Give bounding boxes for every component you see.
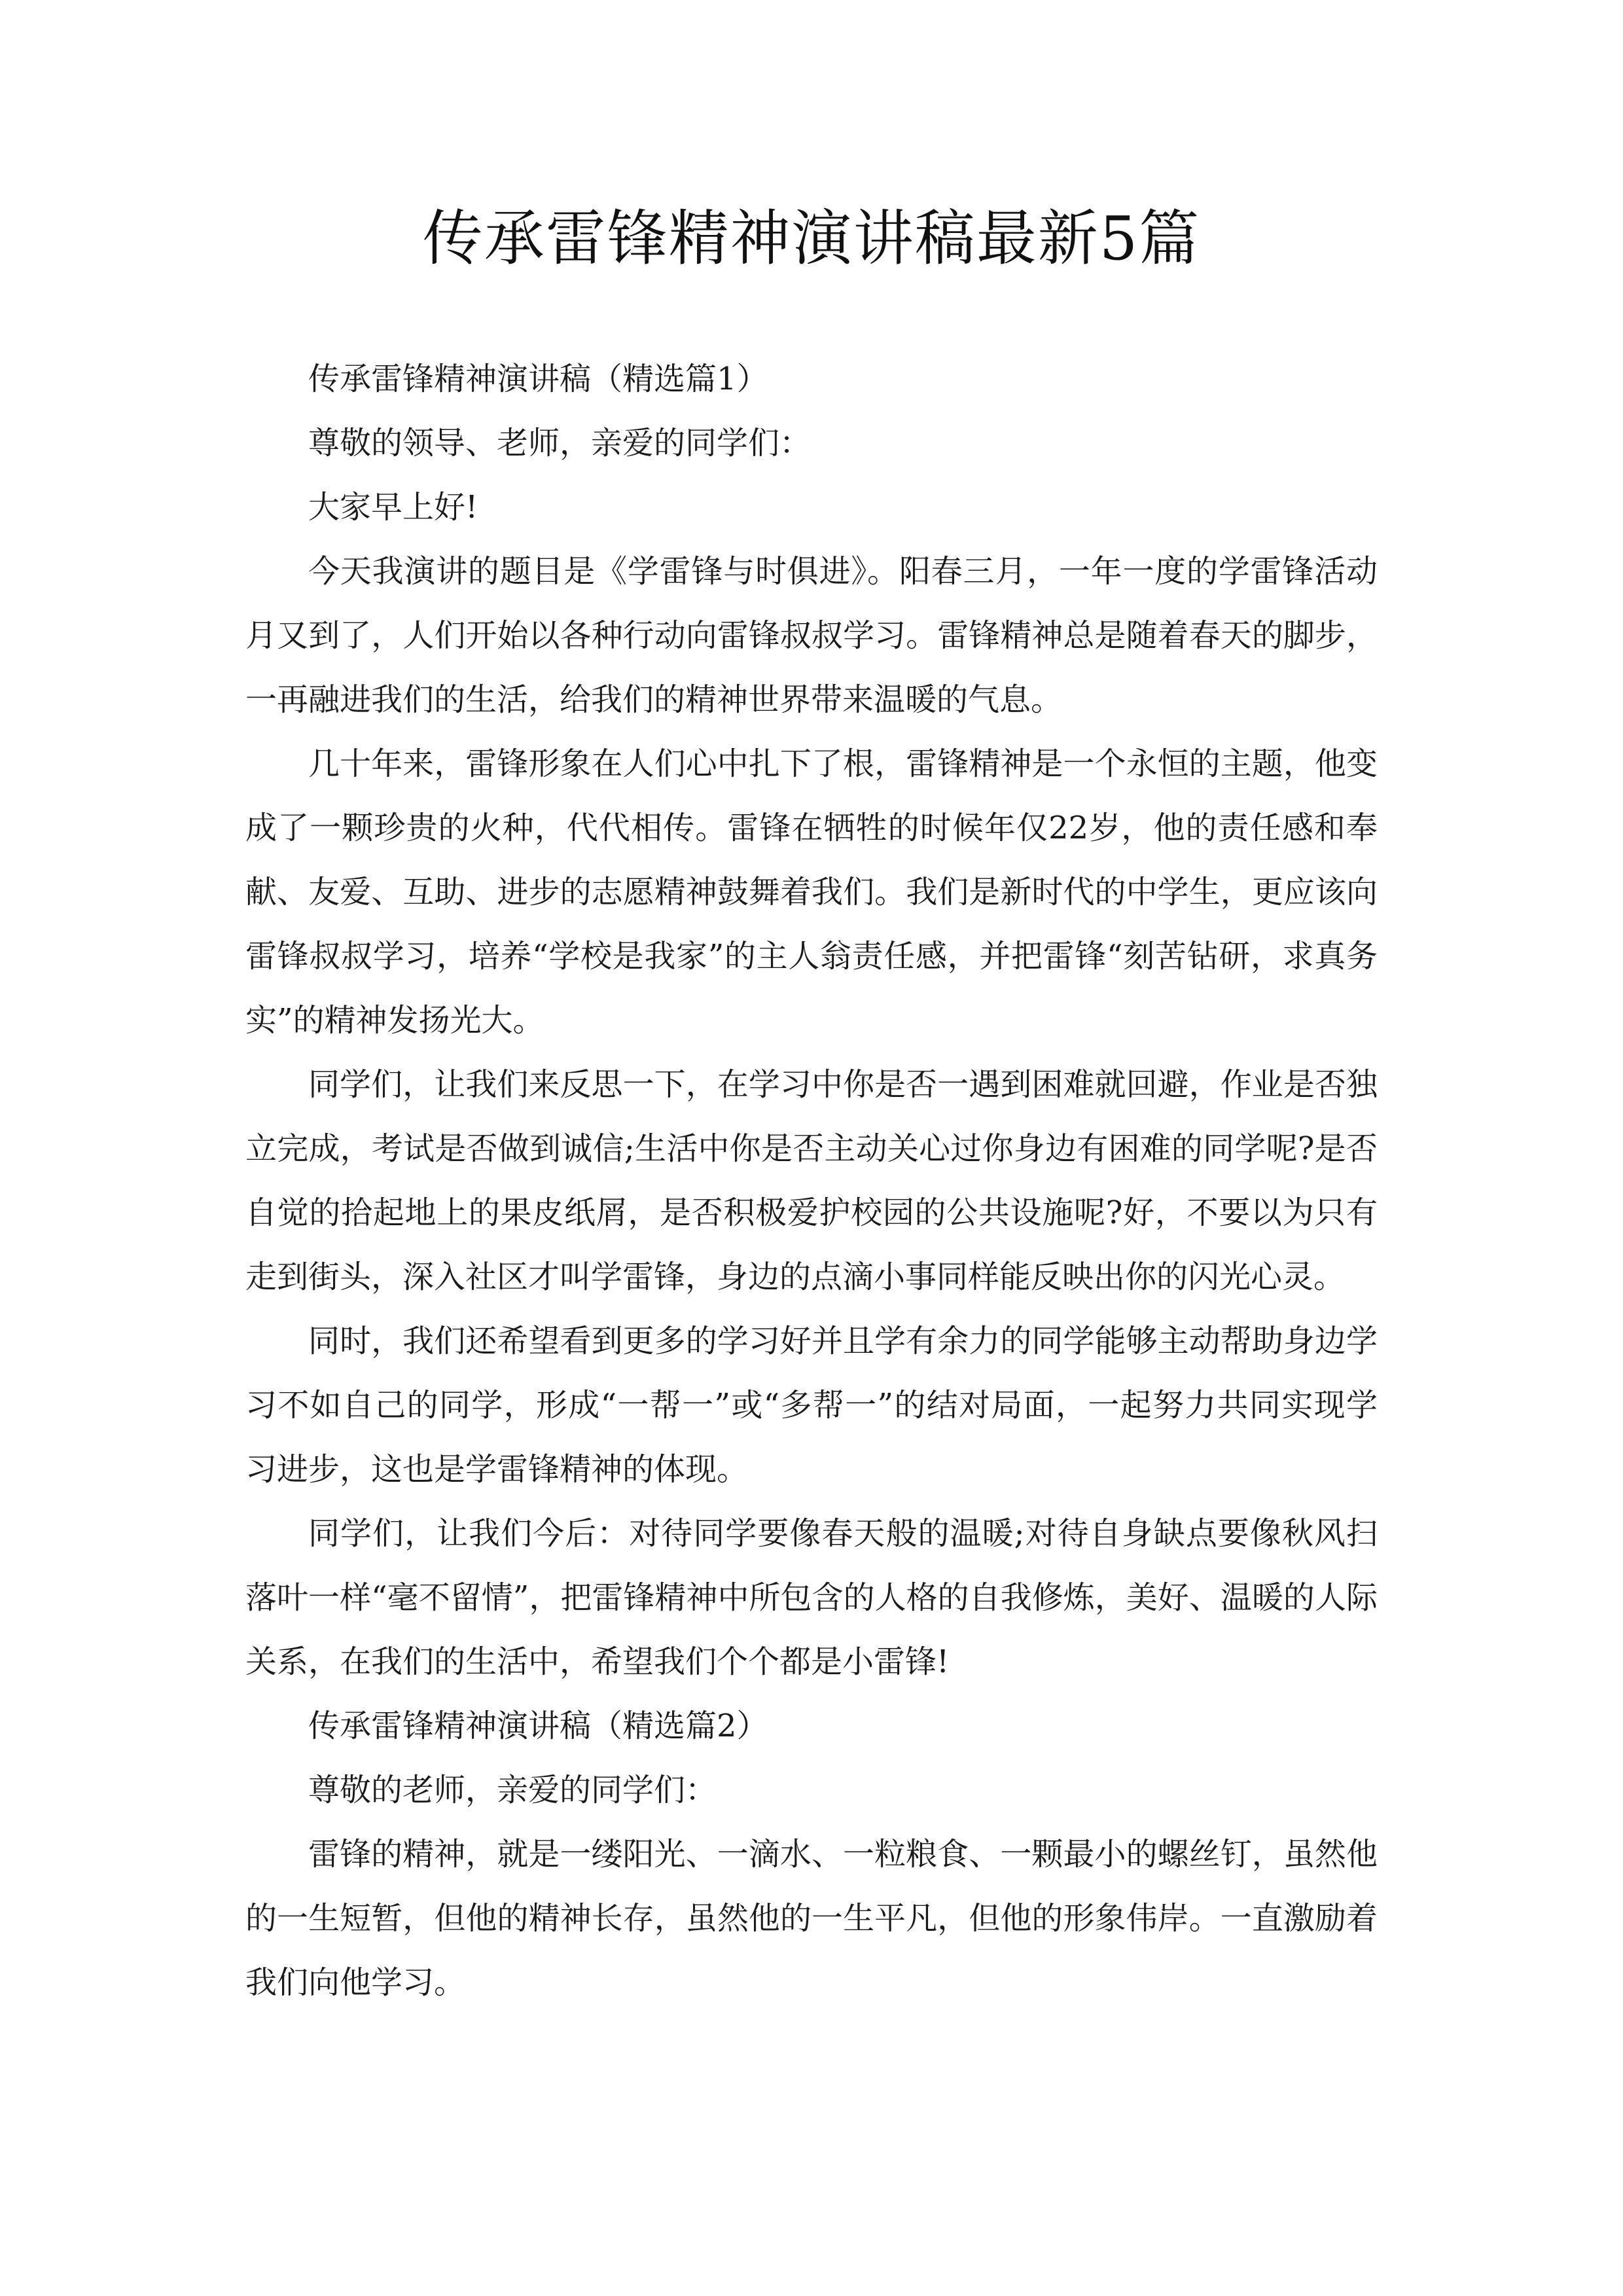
greeting-paragraph: 大家早上好! — [308, 489, 478, 526]
body-paragraph: 同时，我们还希望看到更多的学习好并且学有余力的同学能够主动帮助身边学习不如自己的同学，形成“一帮一”或“多帮一”的结对局面，一起努力共同实现学习进步，这也是学雷锋精神的体现。 — [245, 1323, 1378, 1488]
document-title: 传承雷锋精神演讲稿最新5篇 — [422, 204, 1201, 274]
salutation-paragraph: 尊敬的老师，亲爱的同学们： — [308, 1772, 717, 1808]
body-paragraph: 雷锋的精神，就是一缕阳光、一滴水、一粒粮食、一颗最小的螺丝钉，虽然他的一生短暂，但他的精神长存，虽然他的一生平凡，但他的形象伟岸。一直激励着我们向他学习。 — [245, 1836, 1378, 2001]
section-heading-2: 传承雷锋精神演讲稿（精选篇2） — [308, 1708, 768, 1744]
body-paragraph: 几十年来，雷锋形象在人们心中扎下了根，雷锋精神是一个永恒的主题，他变成了一颗珍贵的火种，代代相传。雷锋在牺牲的时候年仅22岁，他的责任感和奉献、友爱、互助、进步的志愿精神鼓舞着我们。我们是新时代的中学生，更应该向雷锋叔叔学习，培养“学校是我家”的主人翁责任感，并把雷锋“刻苦钻研，求真务实”的精神发扬光大。 — [245, 745, 1378, 1039]
salutation-paragraph: 尊敬的领导、老师，亲爱的同学们： — [308, 425, 812, 461]
body-paragraph: 今天我演讲的题目是《学雷锋与时俱进》。阳春三月，一年一度的学雷锋活动月又到了，人们开始以各种行动向雷锋叔叔学习。雷锋精神总是随着春天的脚步，一再融进我们的生活，给我们的精神世界带来温暖的气息。 — [245, 553, 1378, 718]
body-paragraph: 同学们，让我们今后：对待同学要像春天般的温暖;对待自身缺点要像秋风扫落叶一样“毫不留情”，把雷锋精神中所包含的人格的自我修炼，美好、温暖的人际关系，在我们的生活中，希望我们个个都是小雷锋! — [245, 1515, 1378, 1680]
document-body — [245, 347, 1378, 2015]
body-paragraph: 同学们，让我们来反思一下，在学习中你是否一遇到困难就回避，作业是否独立完成，考试是否做到诚信;生活中你是否主动关心过你身边有困难的同学呢?是否自觉的拾起地上的果皮纸屑，是否积极爱护校园的公共设施呢?好，不要以为只有走到街头，深入社区才叫学雷锋，身边的点滴小事同样能反映出你的闪光心灵。 — [245, 1066, 1378, 1295]
section-heading-1: 传承雷锋精神演讲稿（精选篇1） — [308, 361, 768, 397]
